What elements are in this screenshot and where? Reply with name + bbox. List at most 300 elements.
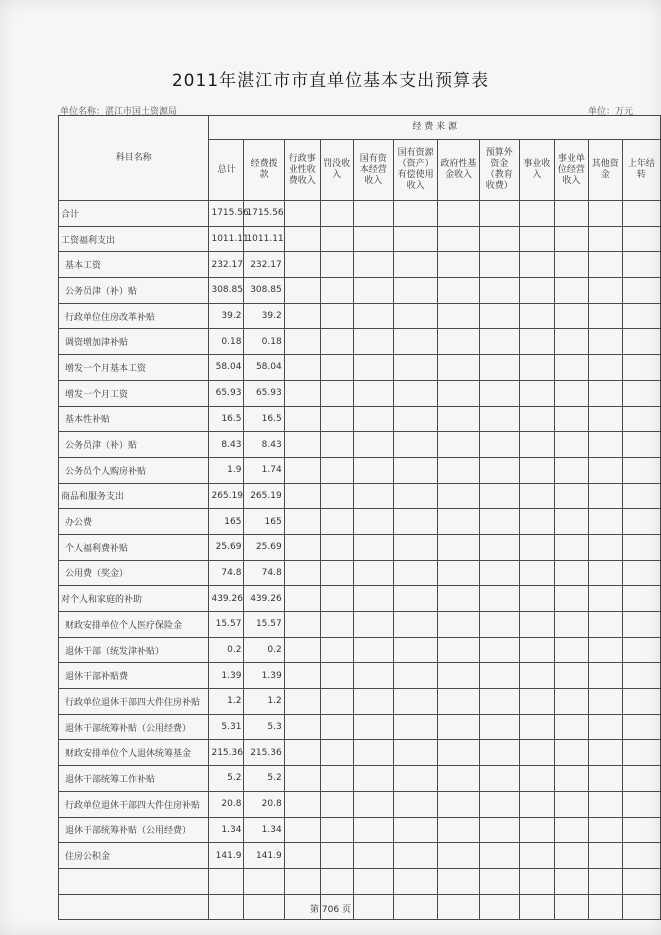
empty-cell <box>438 406 479 432</box>
empty-cell <box>554 457 588 483</box>
empty-cell <box>588 380 622 406</box>
empty-cell <box>588 868 622 894</box>
grant-cell: 16.5 <box>244 406 284 432</box>
empty-cell <box>284 534 320 560</box>
grant-cell: 0.18 <box>244 329 284 355</box>
empty-cell <box>353 329 393 355</box>
empty-cell <box>479 868 519 894</box>
total-cell: 232.17 <box>209 252 244 278</box>
empty-cell <box>588 612 622 638</box>
empty-cell <box>353 303 393 329</box>
empty-cell <box>320 457 353 483</box>
empty-cell <box>438 663 479 689</box>
total-cell: 215.36 <box>209 740 244 766</box>
grant-cell: 15.57 <box>244 612 284 638</box>
empty-cell <box>554 791 588 817</box>
empty-cell <box>353 534 393 560</box>
empty-cell <box>519 868 554 894</box>
empty-cell <box>519 534 554 560</box>
table-row <box>59 252 661 278</box>
grant-cell: 265.19 <box>244 483 284 509</box>
row-category-cell: 对个人和家庭的补助 <box>59 586 209 612</box>
table-row <box>59 406 661 432</box>
empty-cell <box>393 791 438 817</box>
empty-cell <box>588 791 622 817</box>
table-row <box>59 843 661 869</box>
empty-cell <box>554 355 588 381</box>
empty-cell <box>622 663 660 689</box>
empty-cell <box>353 201 393 227</box>
table-row <box>59 663 661 689</box>
empty-cell <box>588 457 622 483</box>
empty-cell <box>479 380 519 406</box>
empty-cell <box>393 714 438 740</box>
empty-cell <box>519 483 554 509</box>
column-header: 罚没收入 <box>320 140 353 201</box>
empty-cell <box>438 586 479 612</box>
row-category-cell: 商品和服务支出 <box>59 483 209 509</box>
empty-cell <box>320 534 353 560</box>
empty-cell <box>479 278 519 304</box>
empty-cell <box>519 329 554 355</box>
empty-cell <box>353 689 393 715</box>
empty-cell <box>438 457 479 483</box>
row-category-cell: 住房公积金 <box>59 843 209 869</box>
empty-cell <box>519 637 554 663</box>
empty-cell <box>438 380 479 406</box>
empty-cell <box>353 380 393 406</box>
total-cell: 5.2 <box>209 766 244 792</box>
row-category-cell: 行政单位退休干部四大件住房补贴 <box>59 791 209 817</box>
empty-cell <box>519 380 554 406</box>
empty-cell <box>320 586 353 612</box>
grant-cell: 1.34 <box>244 817 284 843</box>
column-header: 事业收入 <box>519 140 554 201</box>
empty-cell <box>479 843 519 869</box>
empty-cell <box>438 817 479 843</box>
empty-cell <box>320 252 353 278</box>
empty-cell <box>353 252 393 278</box>
empty-cell <box>479 714 519 740</box>
table-row <box>59 817 661 843</box>
empty-cell <box>479 663 519 689</box>
empty-cell <box>393 432 438 458</box>
empty-cell <box>519 201 554 227</box>
empty-cell <box>554 612 588 638</box>
empty-cell <box>393 329 438 355</box>
empty-cell <box>588 278 622 304</box>
empty-cell <box>479 534 519 560</box>
empty-cell <box>438 689 479 715</box>
empty-cell <box>393 380 438 406</box>
empty-cell <box>554 637 588 663</box>
empty-cell <box>284 817 320 843</box>
empty-cell <box>622 226 660 252</box>
empty-cell <box>320 432 353 458</box>
empty-cell <box>353 278 393 304</box>
empty-cell <box>588 303 622 329</box>
empty-cell <box>284 278 320 304</box>
empty-cell <box>438 868 479 894</box>
empty-cell <box>622 612 660 638</box>
empty-cell <box>554 663 588 689</box>
empty-cell <box>393 303 438 329</box>
empty-cell <box>479 766 519 792</box>
empty-cell <box>393 868 438 894</box>
table-row <box>59 226 661 252</box>
table-row <box>59 714 661 740</box>
total-cell: 16.5 <box>209 406 244 432</box>
empty-cell <box>554 329 588 355</box>
empty-cell <box>622 534 660 560</box>
empty-cell <box>519 843 554 869</box>
empty-cell <box>284 509 320 535</box>
empty-cell <box>622 252 660 278</box>
empty-cell <box>393 534 438 560</box>
grant-cell: 25.69 <box>244 534 284 560</box>
empty-cell <box>479 329 519 355</box>
empty-cell <box>479 637 519 663</box>
empty-cell <box>554 740 588 766</box>
empty-cell <box>554 201 588 227</box>
row-category-cell: 增发一个月基本工资 <box>59 355 209 381</box>
empty-cell <box>284 612 320 638</box>
table-row <box>59 329 661 355</box>
empty-cell <box>353 843 393 869</box>
empty-cell <box>353 432 393 458</box>
empty-cell <box>284 714 320 740</box>
empty-cell <box>554 843 588 869</box>
empty-cell <box>393 689 438 715</box>
row-category-cell: 基本性补贴 <box>59 406 209 432</box>
column-header: 国有资源（资产）有偿使用收入 <box>393 140 438 201</box>
empty-cell <box>479 303 519 329</box>
empty-cell <box>622 278 660 304</box>
empty-cell <box>353 509 393 535</box>
empty-cell <box>554 278 588 304</box>
row-category-cell: 合计 <box>59 201 209 227</box>
column-header: 预算外资金（教育收费） <box>479 140 519 201</box>
row-category-cell: 退休干部（统发津补贴） <box>59 637 209 663</box>
empty-cell <box>284 586 320 612</box>
empty-cell <box>588 714 622 740</box>
empty-cell <box>519 252 554 278</box>
empty-cell <box>393 637 438 663</box>
grant-cell: 65.93 <box>244 380 284 406</box>
empty-cell <box>622 380 660 406</box>
empty-cell <box>622 689 660 715</box>
table-row <box>59 355 661 381</box>
grant-cell: 141.9 <box>244 843 284 869</box>
total-cell: 8.43 <box>209 432 244 458</box>
empty-cell <box>622 586 660 612</box>
empty-cell <box>320 868 353 894</box>
table-row <box>59 637 661 663</box>
empty-cell <box>622 868 660 894</box>
row-category-cell: 增发一个月工资 <box>59 380 209 406</box>
column-header: 其他资金 <box>588 140 622 201</box>
total-cell: 25.69 <box>209 534 244 560</box>
grant-cell: 1715.56 <box>244 201 284 227</box>
table-row <box>59 868 661 894</box>
empty-cell <box>320 612 353 638</box>
empty-cell <box>622 432 660 458</box>
empty-cell <box>284 406 320 432</box>
total-cell: 1.39 <box>209 663 244 689</box>
empty-cell <box>353 355 393 381</box>
empty-cell <box>519 714 554 740</box>
total-cell: 1011.11 <box>209 226 244 252</box>
grant-cell: 165 <box>244 509 284 535</box>
empty-cell <box>479 406 519 432</box>
table-row <box>59 278 661 304</box>
empty-cell <box>320 637 353 663</box>
empty-cell <box>479 457 519 483</box>
empty-cell <box>519 406 554 432</box>
empty-cell <box>519 560 554 586</box>
empty-cell <box>438 843 479 869</box>
empty-cell <box>622 329 660 355</box>
empty-cell <box>353 868 393 894</box>
empty-cell <box>438 432 479 458</box>
row-category-cell: 行政单位住房改革补贴 <box>59 303 209 329</box>
empty-cell <box>353 457 393 483</box>
empty-cell <box>554 586 588 612</box>
empty-cell <box>393 509 438 535</box>
empty-cell <box>438 226 479 252</box>
empty-cell <box>554 766 588 792</box>
empty-cell <box>588 534 622 560</box>
empty-cell <box>519 432 554 458</box>
total-cell: 1.34 <box>209 817 244 843</box>
empty-cell <box>353 740 393 766</box>
column-header: 事业单位经营收入 <box>554 140 588 201</box>
empty-cell <box>479 226 519 252</box>
total-cell: 5.31 <box>209 714 244 740</box>
empty-cell <box>622 817 660 843</box>
row-category-cell: 工资福利支出 <box>59 226 209 252</box>
empty-cell <box>320 226 353 252</box>
empty-cell <box>320 278 353 304</box>
empty-cell <box>519 355 554 381</box>
empty-cell <box>320 560 353 586</box>
table-row <box>59 201 661 227</box>
row-category-cell: 财政安排单位个人退休统筹基金 <box>59 740 209 766</box>
empty-cell <box>353 586 393 612</box>
empty-cell <box>320 663 353 689</box>
empty-cell <box>320 355 353 381</box>
empty-cell <box>353 637 393 663</box>
table-row <box>59 457 661 483</box>
empty-cell <box>284 457 320 483</box>
empty-cell <box>438 201 479 227</box>
grant-cell: 1011.11 <box>244 226 284 252</box>
grant-cell: 215.36 <box>244 740 284 766</box>
grant-cell: 74.8 <box>244 560 284 586</box>
empty-cell <box>588 586 622 612</box>
empty-cell <box>554 714 588 740</box>
total-cell: 165 <box>209 509 244 535</box>
empty-cell <box>320 791 353 817</box>
empty-cell <box>438 509 479 535</box>
empty-cell <box>438 791 479 817</box>
table-row <box>59 791 661 817</box>
empty-cell <box>588 406 622 432</box>
table-row <box>59 432 661 458</box>
empty-cell <box>519 740 554 766</box>
empty-cell <box>622 355 660 381</box>
empty-cell <box>554 689 588 715</box>
table-row <box>59 766 661 792</box>
grant-cell: 58.04 <box>244 355 284 381</box>
grant-cell: 5.2 <box>244 766 284 792</box>
empty-cell <box>284 843 320 869</box>
total-cell: 1.9 <box>209 457 244 483</box>
column-header: 行政事业性收费收入 <box>284 140 320 201</box>
empty-cell <box>320 201 353 227</box>
total-cell: 74.8 <box>209 560 244 586</box>
empty-cell <box>588 355 622 381</box>
empty-cell <box>479 483 519 509</box>
table-row <box>59 534 661 560</box>
total-cell: 1715.56 <box>209 201 244 227</box>
empty-cell <box>393 766 438 792</box>
empty-cell <box>320 689 353 715</box>
empty-cell <box>438 714 479 740</box>
empty-cell <box>622 637 660 663</box>
empty-cell <box>393 483 438 509</box>
empty-cell <box>320 303 353 329</box>
total-cell: 439.26 <box>209 586 244 612</box>
empty-cell <box>438 612 479 638</box>
empty-cell <box>284 663 320 689</box>
empty-cell <box>554 380 588 406</box>
empty-cell <box>622 406 660 432</box>
table-row <box>59 483 661 509</box>
empty-cell <box>479 509 519 535</box>
empty-cell <box>393 740 438 766</box>
empty-cell <box>438 483 479 509</box>
empty-cell <box>353 817 393 843</box>
empty-cell <box>554 252 588 278</box>
empty-cell <box>622 201 660 227</box>
row-category-cell: 公务员津（补）贴 <box>59 432 209 458</box>
empty-cell <box>622 791 660 817</box>
table-row <box>59 509 661 535</box>
empty-cell <box>479 432 519 458</box>
grant-cell: 20.8 <box>244 791 284 817</box>
table-row <box>59 303 661 329</box>
empty-cell <box>284 329 320 355</box>
total-cell: 265.19 <box>209 483 244 509</box>
empty-cell <box>393 663 438 689</box>
empty-cell <box>554 483 588 509</box>
column-header: 政府性基金收入 <box>438 140 479 201</box>
empty-cell <box>519 303 554 329</box>
empty-cell <box>438 637 479 663</box>
total-cell: 65.93 <box>209 380 244 406</box>
empty-cell <box>320 329 353 355</box>
empty-cell <box>588 689 622 715</box>
empty-cell <box>622 303 660 329</box>
empty-cell <box>438 252 479 278</box>
total-cell: 20.8 <box>209 791 244 817</box>
empty-cell <box>519 766 554 792</box>
empty-cell <box>554 303 588 329</box>
empty-cell <box>554 560 588 586</box>
empty-cell <box>588 201 622 227</box>
empty-cell <box>519 612 554 638</box>
empty-cell <box>353 714 393 740</box>
empty-cell <box>519 457 554 483</box>
empty-cell <box>320 483 353 509</box>
empty-cell <box>519 791 554 817</box>
empty-cell <box>353 406 393 432</box>
grant-cell: 5.3 <box>244 714 284 740</box>
empty-cell <box>519 226 554 252</box>
row-category-cell: 公务员个人购房补贴 <box>59 457 209 483</box>
empty-cell <box>479 560 519 586</box>
column-header: 国有资本经营收入 <box>353 140 393 201</box>
empty-cell <box>393 457 438 483</box>
grant-cell: 0.2 <box>244 637 284 663</box>
total-cell: 15.57 <box>209 612 244 638</box>
empty-cell <box>353 766 393 792</box>
empty-cell <box>438 740 479 766</box>
empty-cell <box>519 689 554 715</box>
empty-cell <box>588 817 622 843</box>
empty-cell <box>588 766 622 792</box>
empty-cell <box>284 303 320 329</box>
row-category-cell: 办公费 <box>59 509 209 535</box>
empty-cell <box>588 560 622 586</box>
page-title: 2011年湛江市市直单位基本支出预算表 <box>171 71 490 91</box>
empty-cell <box>353 560 393 586</box>
empty-cell <box>588 329 622 355</box>
category-header: 科目名称 <box>59 116 209 201</box>
empty-cell <box>393 586 438 612</box>
currency-unit-label: 单位：万元 <box>588 107 634 117</box>
empty-cell <box>588 483 622 509</box>
empty-cell <box>479 586 519 612</box>
empty-cell <box>588 663 622 689</box>
empty-cell <box>519 663 554 689</box>
total-cell: 308.85 <box>209 278 244 304</box>
empty-cell <box>320 509 353 535</box>
table-row <box>59 560 661 586</box>
grant-cell: 1.74 <box>244 457 284 483</box>
empty-cell <box>519 509 554 535</box>
row-category-cell: 退休干部统筹补贴（公用经费） <box>59 817 209 843</box>
empty-cell <box>284 432 320 458</box>
empty-cell <box>393 201 438 227</box>
empty-cell <box>438 278 479 304</box>
total-cell: 0.2 <box>209 637 244 663</box>
empty-cell <box>622 766 660 792</box>
empty-cell <box>438 766 479 792</box>
empty-cell <box>393 226 438 252</box>
empty-cell <box>479 740 519 766</box>
empty-cell <box>284 483 320 509</box>
empty-cell <box>284 868 320 894</box>
empty-cell <box>393 560 438 586</box>
empty-cell <box>284 766 320 792</box>
total-cell: 39.2 <box>209 303 244 329</box>
table-row <box>59 612 661 638</box>
empty-cell <box>284 252 320 278</box>
empty-cell <box>622 560 660 586</box>
empty-cell <box>393 355 438 381</box>
